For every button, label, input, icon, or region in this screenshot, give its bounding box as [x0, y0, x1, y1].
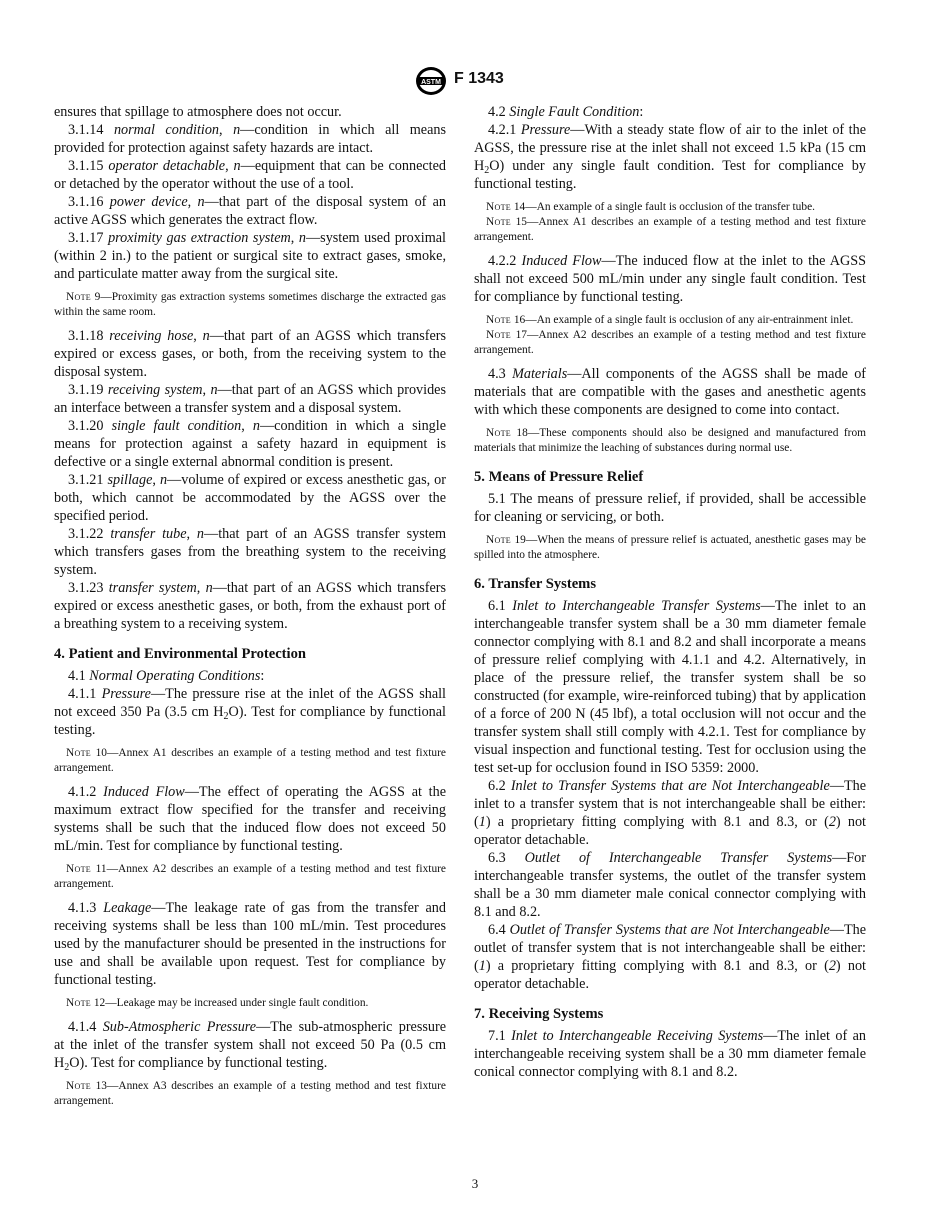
note-19: Note 19—When the means of pressure relief is actuated, anesthetic gases may be spilled into the atmosphere. [474, 534, 866, 561]
right-column [474, 103, 866, 1081]
note-14: Note 14—An example of a single fault is occlusion of the transfer tube. [486, 201, 815, 213]
clause-7-1: 7.1 Inlet to Interchangeable Receiving Systems—The inlet of an interchangeable receiving system shall be a 30 mm diameter female conical connector complying with 8.1 and 8.2. [474, 1028, 867, 1080]
note-18: Note 18—These components should also be designed and manufactured from materials that minimize the leaching of substances during normal use. [474, 427, 866, 454]
definition-3-1-15: 3.1.15 operator detachable, n—equipment that can be connected or detached by the operator without the use of a tool. [54, 158, 447, 192]
definition-3-1-17: 3.1.17 proximity gas extraction system, n—system used proximal (within 2 in.) to the patient or surgical site to extract gases, smoke, and particulate matter away from the surgical site. [54, 230, 446, 282]
left-column [54, 103, 446, 1116]
clause-4-3: 4.3 Materials—All components of the AGSS shall be made of materials that are compatible with the gases and anesthetic agents with which these components are designed to come into contact. [474, 366, 867, 418]
definition-3-1-18: 3.1.18 receiving hose, n—that part of an AGSS which transfers expired or excess gases, or both, from the receiving system to the disposal system. [54, 328, 446, 380]
note-10: Note 10—Annex A1 describes an example of a testing method and test fixture arrangement. [54, 747, 446, 774]
definition-3-1-16: 3.1.16 power device, n—that part of the disposal system of an active AGSS which generates the extract flow. [54, 194, 447, 228]
clause-4-1-4: 4.1.4 Sub-Atmospheric Pressure—The sub-atmospheric pressure at the inlet of the transfer system shall not exceed 50 Pa (0.5 cm $H_2O$). Test for compliance by functional testing. [54, 1019, 447, 1073]
page-header [0, 66, 950, 96]
note-17: Note 17—Annex A2 describes an example of a testing method and test fixture arrangement. [474, 329, 866, 356]
note-12: Note 12—Leakage may be increased under single fault condition. [66, 997, 369, 1009]
clause-5-1: 5.1 The means of pressure relief, if provided, shall be accessible for cleaning or servicing, or both. [474, 491, 866, 525]
paragraph-continuation: ensures that spillage to atmosphere does not occur. [54, 104, 342, 120]
definition-3-1-21: 3.1.21 spillage, n—volume of expired or excess anesthetic gas, or both, which cannot be accommodated by the AGSS over the specified period. [54, 472, 446, 524]
svg-text:ASTM: ASTM [421, 79, 441, 86]
note-9: Note 9—Proximity gas extraction systems sometimes discharge the extracted gas within the same room. [54, 291, 446, 318]
section-5-heading: 5. Means of Pressure Relief [474, 469, 644, 485]
designation-number: F 1343 [454, 70, 504, 87]
clause-4-1-2: 4.1.2 Induced Flow—The effect of operating the AGSS at the maximum extract flow specified for the transfer and receiving systems shall be such that the induced flow does not exceed 50 mL/min. Test for compliance by functional testing. [54, 784, 447, 854]
note-13: Note 13—Annex A3 describes an example of a testing method and test fixture arrangement. [54, 1080, 446, 1107]
definition-3-1-20: 3.1.20 single fault condition, n—condition in which a single means for protection against a safety hazard in equipment is defective or a single external abnormal condition is present. [54, 418, 446, 470]
clause-6-4: 6.4 Outlet of Transfer Systems that are Not Interchangeable—The outlet of transfer system that is not interchangeable shall be either: (1) a proprietary fitting complying with 8.1 and 8.3, or (2) not operator detachable. [474, 922, 866, 992]
clause-4-1-3: 4.1.3 Leakage—The leakage rate of gas from the transfer and receiving systems shall be less than 100 mL/min. Test procedures used by the manufacturer should be presented in the instructions for use and shall be available upon request. Test for compliance by functional testing. [54, 900, 446, 988]
note-16: Note 16—An example of a single fault is occlusion of any air-entrainment inlet. [486, 314, 854, 326]
clause-4-2: 4.2 Single Fault Condition: [488, 104, 644, 120]
clause-6-1: 6.1 Inlet to Interchangeable Transfer Systems—The inlet to an interchangeable transfer system shall be a 30 mm diameter female connector complying with 8.1 and 8.2 and shall incorporate a means of pressure relief complying with 4.1.1 and 4.2. Alternatively, in place of the pressure relief, the transfer system shall be so constructed (for example, wire-reinforced tubing) that by application of a force of 200 N (45 lbf), a total occlusion will not occur and the transfer system shall still comply with 4.2.1. Test for compliance by visual inspection and functional testing. Test for occlusion using the test set-up for occlusion found in ISO 5359: 2000. [474, 598, 866, 776]
section-4-heading: 4. Patient and Environmental Protection [54, 646, 307, 662]
clause-4-1-1: 4.1.1 Pressure—The pressure rise at the inlet of the AGSS shall not exceed 350 Pa (3.5 cm $H_2O$). Test for compliance by functional testing. [54, 686, 446, 738]
clause-6-3: 6.3 Outlet of Interchangeable Transfer Systems—For interchangeable transfer systems, the outlet of the transfer system shall be a 30 mm diameter male conical connector complying with 8.1 and 8.2. [474, 850, 867, 920]
definition-3-1-19: 3.1.19 receiving system, n—that part of an AGSS which provides an interface between a transfer system and a disposal system. [54, 382, 447, 416]
note-11: Note 11—Annex A2 describes an example of a testing method and test fixture arrangement. [54, 863, 446, 890]
astm-logo-icon [415, 66, 447, 96]
note-15: Note 15—Annex A1 describes an example of a testing method and test fixture arrangement. [474, 216, 866, 243]
definition-3-1-14: 3.1.14 normal condition, n—condition in which all means provided for protection against safety hazards are intact. [54, 122, 446, 156]
definition-3-1-23: 3.1.23 transfer system, n—that part of an AGSS which transfers expired or excess anesthetic gases, or both, from the exhaust port of a breathing system to a receiving system. [54, 580, 446, 632]
page-number: 3 [471, 1176, 479, 1191]
clause-6-2: 6.2 Inlet to Transfer Systems that are Not Interchangeable—The inlet to a transfer system that is not interchangeable shall be either: (1) a proprietary fitting complying with 8.1 and 8.3, or (2) not operator detachable. [474, 778, 867, 848]
definition-3-1-22: 3.1.22 transfer tube, n—that part of an AGSS transfer system which transfers gases from the breathing system to the receiving system. [54, 526, 447, 578]
clause-4-2-1: 4.2.1 Pressure—With a steady state flow of air to the inlet of the AGSS, the pressure rise at the inlet shall not exceed 1.5 kPa (15 cm $H_2O$) under any single fault condition. Test for compliance by functional testing. [474, 122, 866, 192]
clause-4-1: 4.1 Normal Operating Conditions: [68, 668, 265, 684]
clause-4-2-2: 4.2.2 Induced Flow—The induced flow at the inlet to the AGSS shall not exceed 500 mL/min under any single fault condition. Test for compliance by functional testing. [474, 253, 867, 305]
section-6-heading: 6. Transfer Systems [474, 576, 597, 592]
section-7-heading: 7. Receiving Systems [474, 1006, 604, 1022]
